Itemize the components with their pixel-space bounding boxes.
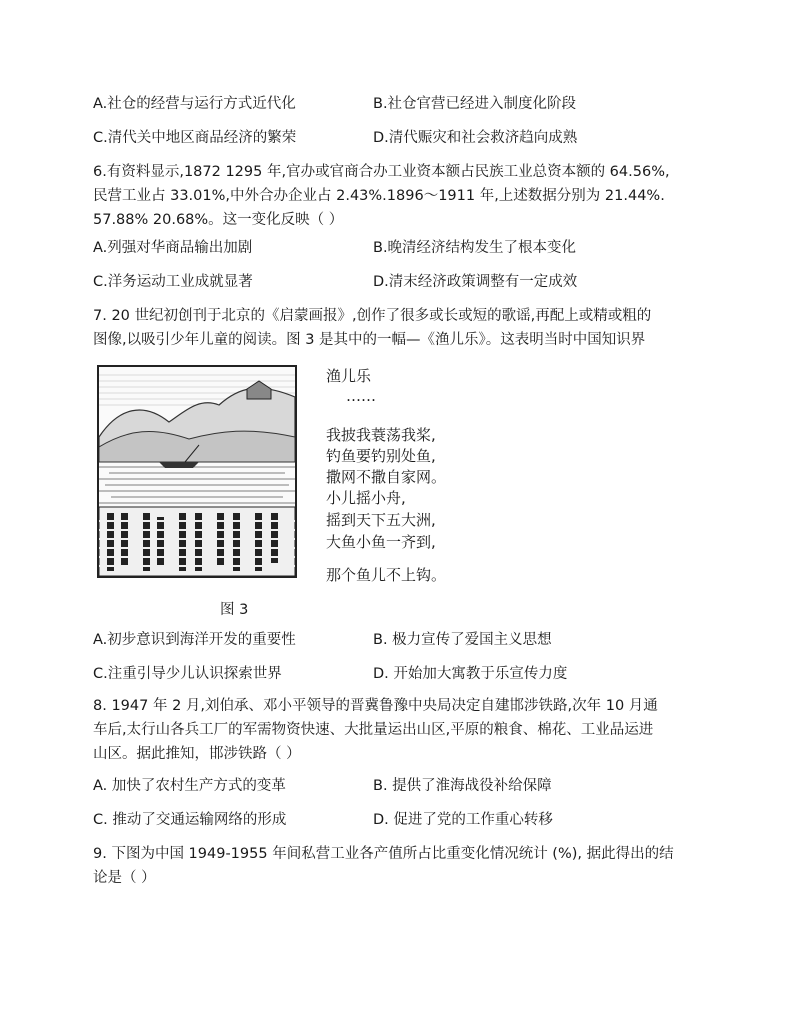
q6-option-d: D.清末经济政策调整有一定成效	[373, 274, 578, 290]
q7-option-a: A.初步意识到海洋开发的重要性	[93, 632, 296, 648]
q8-stem-line-1: 8. 1947 年 2 月,刘伯承、邓小平领导的晋冀鲁豫中央局决定自建邯涉铁路,次年 10 月通	[93, 698, 658, 714]
poem-line-5: 摇到天下五大洲,	[326, 511, 436, 529]
q8-stem-line-2: 车后,太行山各兵工厂的军需物资快速、大批量运出山区,平原的粮食、棉花、工业品运进	[93, 722, 654, 738]
poem-ellipsis: ……	[346, 387, 376, 405]
q9-stem-line-1: 9. 下图为中国 1949-1955 年间私营工业各产值所占比重变化情况统计 (%), 据此得出的结	[93, 846, 674, 862]
poem-line-1: 我披我蓑荡我桨,	[326, 426, 436, 444]
q5-option-a: A.社仓的经营与运行方式近代化	[93, 96, 296, 112]
poem-line-7: 那个鱼儿不上钩。	[326, 566, 447, 584]
q9-stem-line-2: 论是（ ）	[93, 870, 156, 886]
q6-stem-line-1: 6.有资料显示,1872 1295 年,官办或官商合办工业资本额占民族工业总资本额的 64.56%,	[93, 164, 670, 180]
q7-option-c: C.注重引导少儿认识探索世界	[93, 666, 282, 682]
poem-line-3: 撒网不撒自家网。	[326, 468, 447, 486]
fishing-woodcut-illustration	[97, 365, 297, 578]
water-ripples	[99, 467, 295, 503]
q6-stem-line-3: 57.88% 20.68%。这一变化反映（ ）	[93, 212, 344, 228]
figure-caption: 图 3	[220, 602, 249, 618]
q6-option-c: C.洋务运动工业成就显著	[93, 274, 253, 290]
q5-option-c: C.清代关中地区商品经济的繁荣	[93, 130, 297, 146]
q8-option-b: B. 提供了淮海战役补给保障	[373, 778, 552, 794]
q6-stem-line-2: 民营工业占 33.01%,中外合办企业占 2.43%.1896～1911 年,上述数据分别为 21.44%.	[93, 188, 665, 204]
poem-line-6: 大鱼小鱼一齐到,	[326, 533, 436, 551]
q6-option-b: B.晚清经济结构发生了根本变化	[373, 240, 577, 256]
q6-option-a: A.列强对华商品输出加剧	[93, 240, 253, 256]
q7-stem-line-2: 图像,以吸引少年儿童的阅读。图 3 是其中的一幅—《渔儿乐》。这表明当时中国知识界	[93, 332, 646, 348]
q8-option-c: C. 推动了交通运输网络的形成	[93, 812, 287, 828]
q8-option-d: D. 促进了党的工作重心转移	[373, 812, 553, 828]
boat-icon	[159, 462, 199, 468]
woodcut-drawing	[99, 367, 295, 576]
house-icon	[247, 381, 271, 399]
q5-option-b: B.社仓官营已经进入制度化阶段	[373, 96, 577, 112]
q8-stem-line-3: 山区。据此推知，邯涉铁路（ ）	[93, 746, 301, 762]
q8-option-a: A. 加快了农村生产方式的变革	[93, 778, 286, 794]
poem-line-2: 钓鱼要钓别处鱼,	[326, 447, 436, 465]
q7-stem-line-1: 7. 20 世纪初创刊于北京的《启蒙画报》,创作了很多或长或短的歌谣,再配上或精或粗的	[93, 308, 652, 324]
poem-line-4: 小儿摇小舟,	[326, 489, 406, 507]
q7-option-b: B. 极力宣传了爱国主义思想	[373, 632, 552, 648]
q7-option-d: D. 开始加大寓教于乐宣传力度	[373, 666, 568, 682]
q5-option-d: D.清代赈灾和社会救济趋向成熟	[373, 130, 578, 146]
poem-title: 渔儿乐	[326, 367, 372, 385]
